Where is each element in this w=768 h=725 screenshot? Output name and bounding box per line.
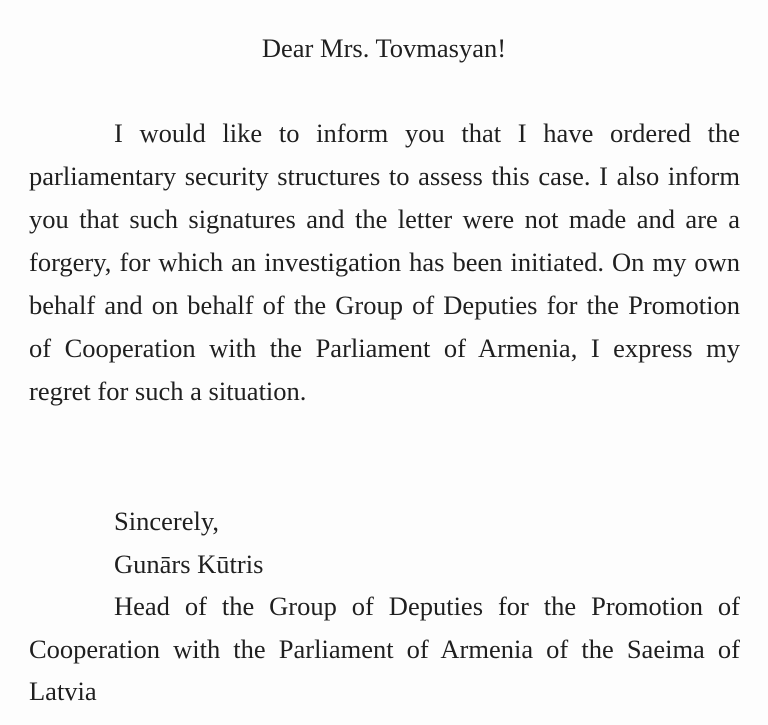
body-paragraph: I would like to inform you that I have ordered the parliamentary security structures to assess this case. I also inform you that such signatures and the letter were not made and are a forgery, for which an investigation has been initiated. On my own behalf and on behalf of the Group of Deputies for the Promotion of Cooperation with the Parliament of Armenia, I express my regret for such a situation.	[29, 118, 740, 406]
signer-title: Head of the Group of Deputies for the Promotion of Cooperation with the Parliament of Armenia of the Saeima of Latvia	[29, 591, 740, 706]
salutation: Dear Mrs. Tovmasyan!	[261, 33, 507, 63]
closing-block	[29, 500, 740, 713]
signer-name: Gunārs Kūtris	[114, 548, 264, 579]
closing-phrase: Sincerely,	[114, 506, 219, 536]
